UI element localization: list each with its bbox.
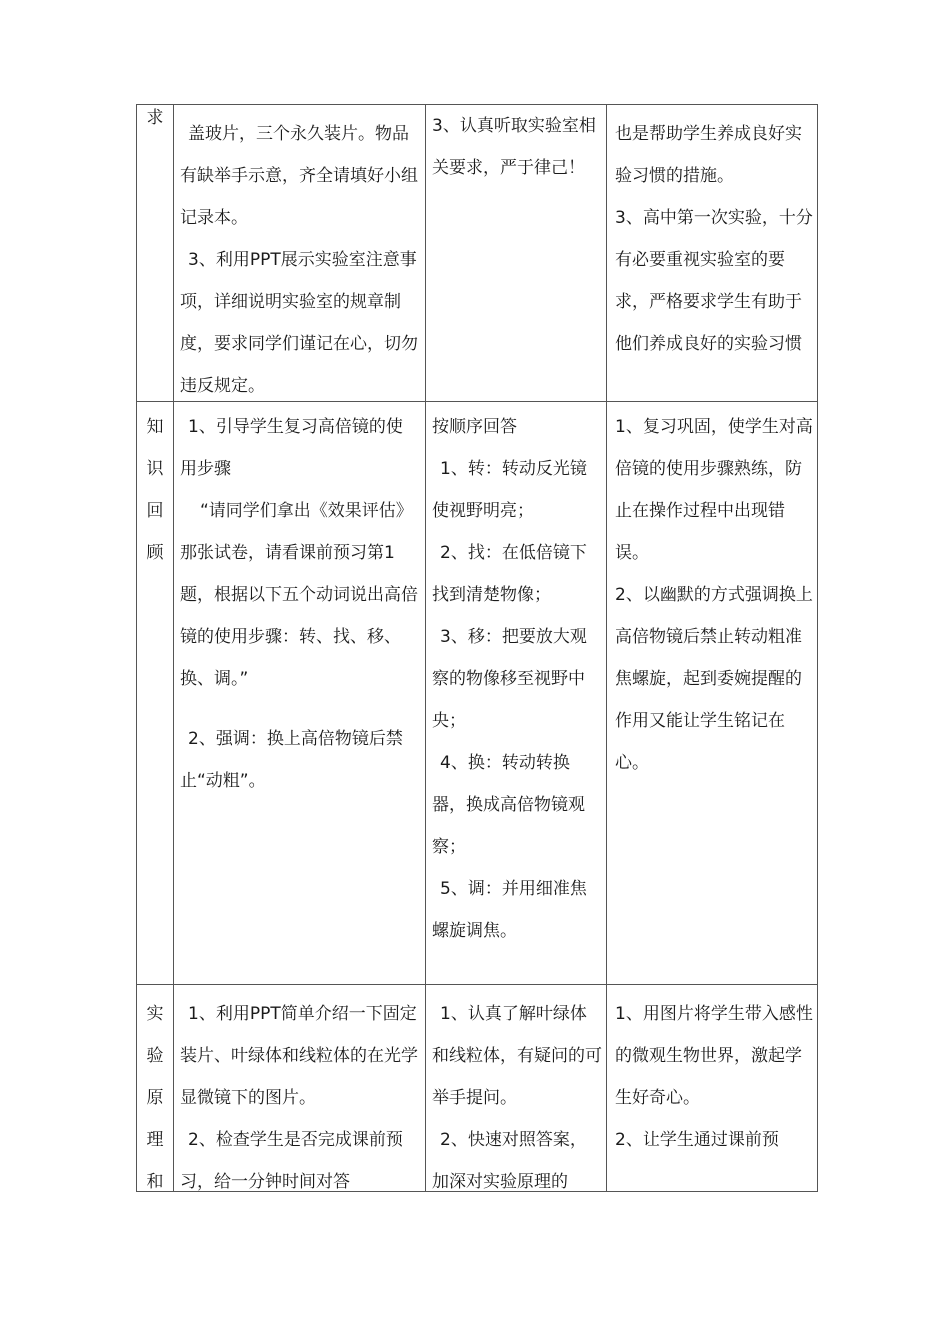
lesson-plan-table <box>136 104 818 1192</box>
section-label-cell <box>137 985 174 1192</box>
section-label-char: 知 <box>146 417 164 437</box>
student-activity <box>426 985 606 1191</box>
purpose-paragraph: 2、以幽默的方式强调换上高倍物镜后禁止转动粗准焦螺旋，起到委婉提醒的作用又能让学生铭记在心。 <box>615 585 813 773</box>
teacher-paragraph: 2、强调：换上高倍物镜后禁止“动粗”。 <box>180 729 403 791</box>
teacher-paragraph: 3、利用PPT展示实验室注意事项，详细说明实验室的规章制度，要求同学们谨记在心，切勿违反规定。 <box>180 250 418 396</box>
section-label-char: 回 <box>146 501 164 521</box>
teacher-activity-cell <box>174 105 426 402</box>
student-activity-cell <box>426 985 607 1192</box>
teacher-paragraph: 1、利用PPT简单介绍一下固定装片、叶绿体和线粒体的在光学显微镜下的图片。 <box>180 1004 418 1108</box>
student-activity-cell <box>426 402 607 985</box>
purpose-paragraph: 2、让学生通过课前预 <box>615 1130 779 1150</box>
student-activity-cell <box>426 105 607 402</box>
purpose-paragraph: 1、复习巩固，使学生对高倍镜的使用步骤熟练，防止在操作过程中出现错误。 <box>615 417 813 563</box>
section-label <box>137 402 173 984</box>
design-purpose <box>607 985 817 1191</box>
section-label-char: 验 <box>146 1046 164 1066</box>
section-label-char: 和 <box>146 1172 164 1191</box>
table-row <box>137 402 818 985</box>
student-paragraph: 按顺序回答 <box>432 417 517 437</box>
section-label-char: 理 <box>146 1130 164 1150</box>
purpose-paragraph: 1、用图片将学生带入感性的微观生物世界，激起学生好奇心。 <box>615 1004 813 1108</box>
table-row <box>137 105 818 402</box>
section-label-char: 实 <box>146 1004 164 1024</box>
teacher-paragraph: 1、引导学生复习高倍镜的使用步骤 <box>180 417 403 479</box>
student-paragraph: 2、找：在低倍镜下找到清楚物像； <box>432 543 587 605</box>
section-label-char: 识 <box>146 459 164 479</box>
section-label-cell <box>137 105 174 402</box>
teacher-activity <box>174 402 425 984</box>
student-paragraph: 3、认真听取实验室相关要求，严于律己！ <box>432 116 596 178</box>
section-label-cell <box>137 402 174 985</box>
table-row <box>137 985 818 1192</box>
student-paragraph: 1、转：转动反光镜使视野明亮； <box>432 459 587 521</box>
student-activity <box>426 105 606 397</box>
teacher-paragraph: 盖玻片，三个永久装片。物品有缺举手示意，齐全请填好小组记录本。 <box>180 124 418 228</box>
purpose-paragraph: 3、高中第一次实验，十分有必要重视实验室的要求，严格要求学生有助于他们养成良好的实验习惯 <box>615 208 813 354</box>
student-paragraph: 4、换：转动转换器，换成高倍物镜观察； <box>432 753 585 857</box>
teacher-paragraph: “请同学们拿出《效果评估》那张试卷，请看课前预习第1题，根据以下五个动词说出高倍镜的使用步骤：转、找、移、换、调。” <box>180 501 418 689</box>
teacher-paragraph: 2、检查学生是否完成课前预习，给一分钟时间对答 <box>180 1130 403 1191</box>
design-purpose-cell <box>607 105 818 402</box>
spacer <box>180 700 419 718</box>
section-label-char: 原 <box>146 1088 164 1108</box>
design-purpose-cell <box>607 402 818 985</box>
teacher-activity-cell <box>174 402 426 985</box>
section-label-char: 求 <box>146 108 164 128</box>
design-purpose <box>607 402 817 984</box>
section-label <box>137 105 173 397</box>
section-label-char: 顾 <box>146 543 164 563</box>
student-paragraph: 3、移：把要放大观察的物像移至视野中央； <box>432 627 587 731</box>
teacher-activity <box>174 105 425 401</box>
student-paragraph: 5、调：并用细准焦螺旋调焦。 <box>432 879 587 941</box>
teacher-activity-cell <box>174 985 426 1192</box>
student-paragraph: 2、快速对照答案，加深对实验原理的 <box>432 1130 587 1191</box>
student-activity <box>426 402 606 984</box>
student-paragraph: 1、认真了解叶绿体和线粒体，有疑问的可举手提问。 <box>432 1004 602 1108</box>
design-purpose <box>607 105 817 401</box>
design-purpose-cell <box>607 985 818 1192</box>
teacher-activity <box>174 985 425 1191</box>
section-label <box>137 985 173 1191</box>
purpose-paragraph: 也是帮助学生养成良好实验习惯的措施。 <box>615 124 802 186</box>
